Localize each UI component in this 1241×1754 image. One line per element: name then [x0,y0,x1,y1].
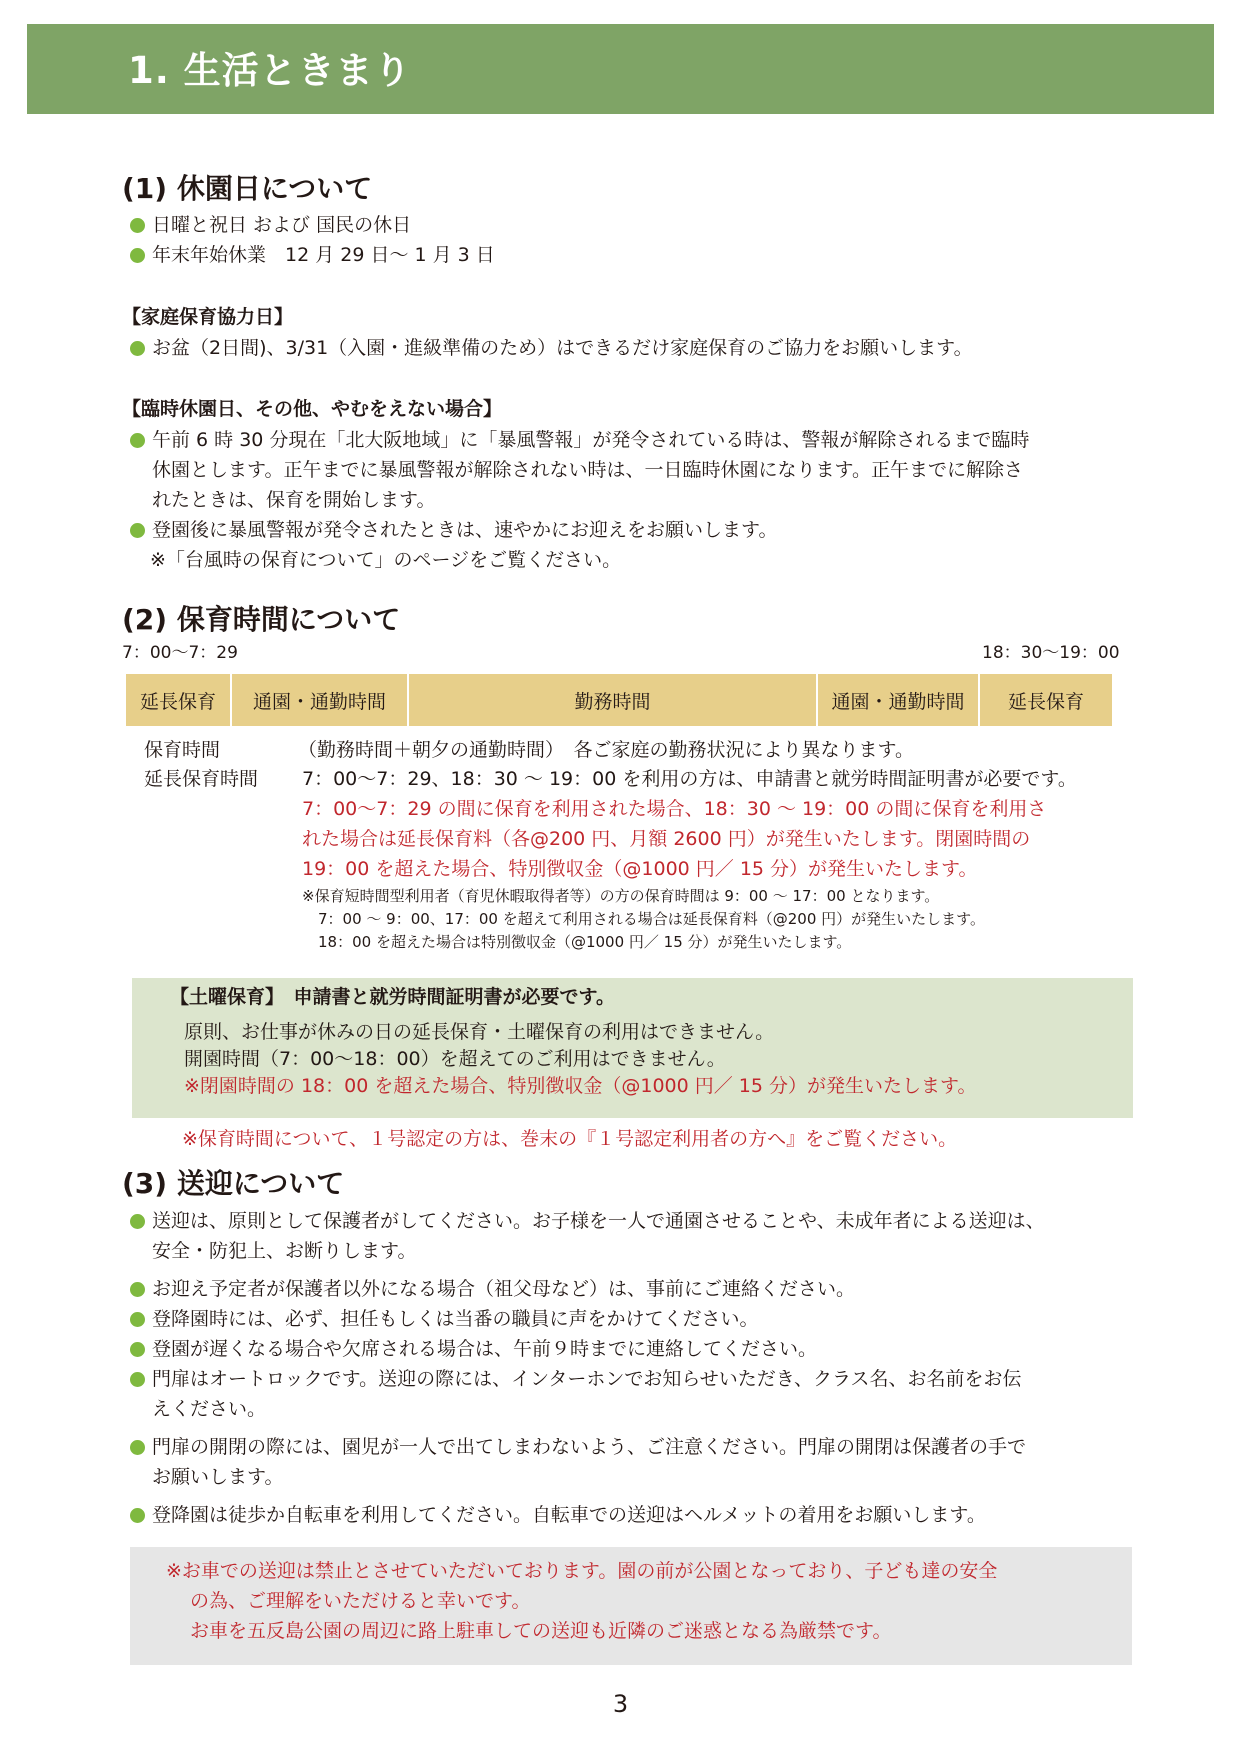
list-item-line: お願いします。 [152,1466,284,1488]
short-time-note: ※保育短時間型利用者（育児休暇取得者等）の方の保育時間は 9：00 ～ 17：00 となります。 [302,887,940,905]
saturday-text: 開園時間（7：00～18：00）を超えてのご利用はできません。 [184,1048,726,1070]
car-notice-text: ※お車での送迎は禁止とさせていただいております。園の前が公園となっており、子ども達の安全 [166,1560,998,1582]
bullet-icon [130,218,145,233]
note-text: ※「台風時の保育について」のページをご覧ください。 [150,549,622,571]
bullet-icon [130,523,145,538]
list-item-line: お迎え予定者が保護者以外になる場合（祖父母など）は、事前にご連絡ください。 [152,1278,856,1300]
schedule-cell: 通園・通勤時間 [818,674,978,726]
section-title-hours: (2) 保育時間について [122,603,401,636]
schedule-cell: 通園・通勤時間 [232,674,407,726]
section-title-pickup: (3) 送迎について [122,1167,345,1200]
schedule-cell: 延長保育 [980,674,1112,726]
page-title: 1. 生活ときまり [128,49,412,92]
list-item-line: 休園とします。正午までに暴風警報が解除されない時は、一日臨時休園になります。正午までに解除さ [152,459,1023,481]
bullet-icon [130,1372,145,1387]
fee-text: 7：00～7：29 の間に保育を利用された場合、18：30 ～ 19：00 の間に保育を利用さ [302,798,1047,820]
bullet-icon [130,1282,145,1297]
bullet-icon [130,248,145,263]
car-notice-text: お車を五反島公園の周辺に路上駐車しての送迎も近隣のご迷惑となる為厳禁です。 [190,1620,892,1642]
list-item-line: れたときは、保育を開始します。 [152,489,436,511]
schedule-cell: 勤務時間 [409,674,816,726]
temp-closure-title: 【臨時休園日、その他、やむをえない場合】 [122,398,503,420]
bullet-icon [130,1214,145,1229]
list-item: お盆（2日間)、3/31（入園・進級準備のため）はできるだけ家庭保育のご協力をお願いします。 [152,337,973,359]
bullet-icon [130,433,145,448]
bullet-icon [130,1312,145,1327]
list-item-line: 送迎は、原則として保護者がしてください。お子様を一人で通園させることや、未成年者による送迎は、 [152,1210,1045,1232]
hours-label: 保育時間 [144,739,221,761]
list-item-line: 門扉の開閉の際には、園児が一人で出てしまわないよう、ご注意ください。門扉の開閉は保護者の手で [152,1436,1027,1458]
list-item-line: 登降園は徒歩か自転車を利用してください。自転車での送迎はヘルメットの着用をお願いします。 [152,1504,986,1526]
list-item: 登園後に暴風警報が発令されたときは、速やかにお迎えをお願いします。 [152,519,778,541]
extended-hours-label: 延長保育時間 [144,768,259,790]
coop-title: 【家庭保育協力日】 [122,306,294,328]
bullet-icon [130,341,145,356]
section-title-holidays: (1) 休園日について [122,172,373,205]
certification-note: ※保育時間について、１号認定の方は、巻末の『１号認定利用者の方へ』をご覧ください。 [182,1128,958,1150]
page-number: 3 [612,1690,629,1718]
time-start-label: 7：00～7：29 [122,643,238,663]
extended-hours-text: 7：00～7：29、18：30 ～ 19：00 を利用の方は、申請書と就労時間証明書が必要です。 [302,768,1077,790]
list-item-line: 門扉はオートロックです。送迎の際には、インターホンでお知らせいただき、クラス名、お名前をお伝 [152,1368,1022,1390]
time-end-label: 18：30～19：00 [982,643,1120,663]
list-item-line: えください。 [152,1398,267,1420]
list-item-line: 登園が遅くなる場合や欠席される場合は、午前９時までに連絡してください。 [152,1338,818,1360]
list-item-line: 安全・防犯上、お断りします。 [152,1240,417,1262]
short-time-note: 7：00 ～ 9：00、17：00 を超えて利用される場合は延長保育料（@200 円）が発生いたします。 [318,910,985,928]
short-time-note: 18：00 を超えた場合は特別徴収金（@1000 円／ 15 分）が発生いたします。 [318,933,852,951]
saturday-title: 【土曜保育】 申請書と就労時間証明書が必要です。 [170,986,615,1008]
fee-text: 19：00 を超えた場合、特別徴収金（@1000 円／ 15 分）が発生いたします。 [302,858,978,880]
hours-text: （勤務時間＋朝夕の通勤時間） 各ご家庭の勤務状況により異なります。 [298,739,914,761]
list-item-line: 登降園時には、必ず、担任もしくは当番の職員に声をかけてください。 [152,1308,759,1330]
saturday-fee-text: ※閉園時間の 18：00 を超えた場合、特別徴収金（@1000 円／ 15 分）が発生いたします。 [184,1075,977,1097]
schedule-cell: 延長保育 [126,674,230,726]
bullet-icon [130,1508,145,1523]
bullet-icon [130,1440,145,1455]
list-item-line: 午前 6 時 30 分現在「北大阪地域」に「暴風警報」が発令されている時は、警報が解除されるまで臨時 [152,429,1030,451]
fee-text: れた場合は延長保育料（各@200 円、月額 2600 円）が発生いたします。閉園時間の [302,828,1031,850]
list-item: 年末年始休業 12 月 29 日～ 1 月 3 日 [152,244,495,266]
car-notice-text: の為、ご理解をいただけると幸いです。 [190,1590,531,1612]
saturday-text: 原則、お仕事が休みの日の延長保育・土曜保育の利用はできません。 [184,1021,775,1043]
bullet-icon [130,1342,145,1357]
list-item: 日曜と祝日 および 国民の休日 [152,214,412,236]
